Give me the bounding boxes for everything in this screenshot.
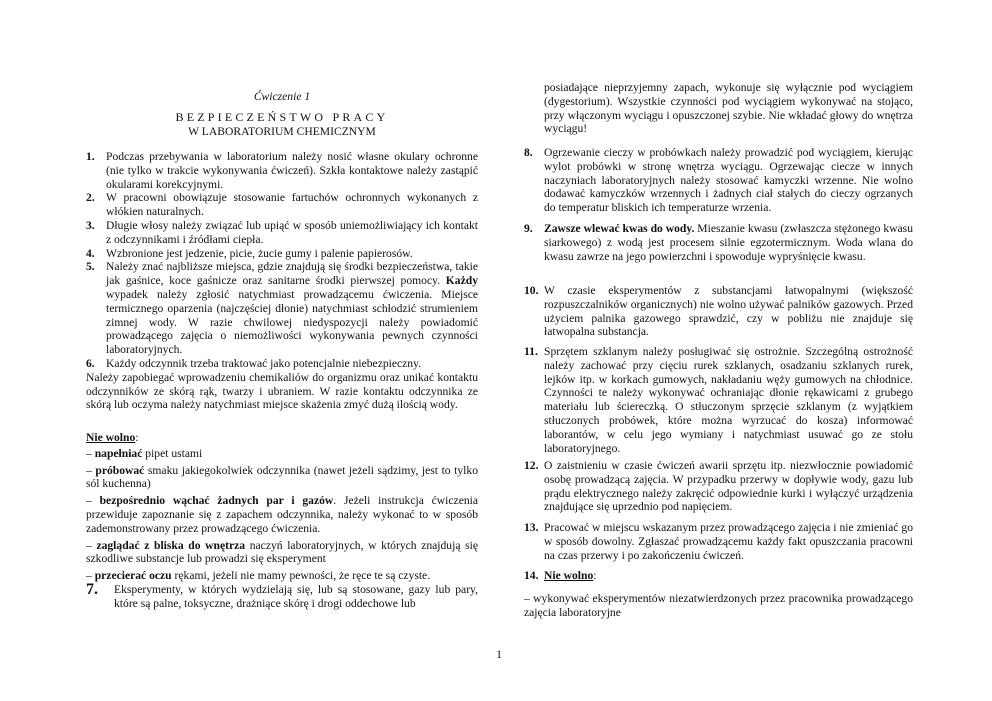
rule-dash: – [86, 494, 100, 508]
item-number: 7. [86, 581, 98, 598]
rule-rest: naczyń laboratoryjnych, w których znajdują się szkodliwe substancje lub prowadzi się eksperyment [86, 538, 478, 566]
list-item [524, 284, 913, 339]
item-number: 8. [524, 146, 533, 159]
rule-bold: bezpośrednio wąchać żadnych par i gazów [99, 494, 334, 508]
forbidden-rule [86, 569, 478, 583]
rule-dash: – [86, 538, 97, 552]
rules-list [86, 150, 478, 412]
forbidden-colon: : [135, 431, 139, 444]
item-number: 13. [524, 521, 539, 534]
item-text-part: Mieszanie kwasu (zwłaszcza stężonego kwasu siarkowego) z wodą jest procesem silnie egzotermicznym. Woda wlana do kwasu zawrze na jego powierzchni i spowoduje wypryśnięcie kwasu. [544, 222, 913, 263]
item-number: 12. [524, 459, 539, 472]
item-number: 2. [86, 191, 95, 205]
item-text [544, 222, 913, 263]
list-item [86, 191, 478, 219]
item-text-bold: Zawsze wlewać kwas do wody. [544, 222, 695, 235]
item-text: Eksperymenty, w których wydzielają się, lub są stosowane, gazy lub pary, które są palne, toksyczne, drażniące skórę i drogi oddechowe lub [114, 583, 478, 610]
item-text: W czasie eksperymentów z substancjami łatwopalnymi (większość rozpuszczalników organicznych) nie wolno używać palników gazowych. Przed użyciem palnika gazowego sprawdzić, czy w pobliżu nie znajduje się łatwopalna substancja. [544, 284, 913, 339]
item-text-part: wypadek należy zgłosić natychmiast prowadzącemu ćwiczenia. Miejsce termicznego oparzenia (najczęściej dłonie) natychmiast schłodzić strumieniem zimnej wody. W razie chwilowej niedyspozycji należy powiadomić prowadzącego zajęcia o niemożliwości wykonywania pewnych czynności laboratoryjnych. [106, 287, 478, 357]
rule-bold: zaglądać z bliska do wnętrza [96, 538, 246, 552]
contact-paragraph: Należy zapobiegać wprowadzeniu chemikaliów do organizmu oraz unikać kontaktu odczynników ze skórą rąk, twarzy i ubraniem. W razie kontaktu odczynnika ze skórą lub oczyma należy natychmiast miejsce skażenia zmyć dużą ilością wody. [86, 370, 478, 412]
rule-dash: – [86, 569, 95, 583]
forbidden-rule [86, 539, 478, 567]
item-text: – wykonywać eksperymentów niezatwierdzonych przez pracownika prowadzącego zajęcia laboratoryjne [524, 592, 913, 619]
item-text [106, 260, 478, 357]
list-item [524, 345, 913, 455]
item-number: 10. [524, 284, 539, 297]
document-subtitle: W LABORATORIUM CHEMICZNYM [188, 125, 376, 138]
forbidden-colon: : [593, 569, 597, 582]
item-number: 14. [524, 569, 539, 582]
rule-dash: – [86, 446, 95, 460]
item-text: Podczas przebywania w laboratorium należy nosić własne okulary ochronne (nie tylko w trakcie wykonywania ćwiczeń). Szkła kontaktowe należy zastąpić okularami korekcyjnymi. [106, 150, 478, 191]
item-number: 6. [86, 356, 95, 370]
forbidden-rule [86, 464, 478, 492]
item-text: Każdy odczynnik trzeba traktować jako potencjalnie niebezpieczny. [106, 356, 422, 370]
forbidden-rule [86, 447, 478, 461]
item-text: W pracowni obowiązuje stosowanie fartuchów ochronnych wykonanych z włókien naturalnych. [106, 191, 478, 219]
forbidden-heading [86, 431, 478, 445]
item-text-part: Należy znać najbliższe miejsca, gdzie znajdują się środki bezpieczeństwa, takie jak gaśnice, koce gaśnicze oraz sanitarne środki pierwszej pomocy. [106, 260, 478, 288]
list-item [86, 150, 478, 191]
item-number: 11. [524, 345, 538, 358]
list-item [524, 521, 913, 562]
forbidden-label: Nie wolno [544, 569, 594, 582]
rule-dash: – [86, 463, 96, 477]
item-number: 4. [86, 246, 95, 260]
item-text [544, 569, 913, 583]
rule-bold: próbować [95, 463, 145, 477]
item-text: Ogrzewanie cieczy w probówkach należy prowadzić pod wyciągiem, kierując wylot probówki w stronę wnętrza wyciągu. Ogrzewając ciecze w innych naczyniach laboratoryjnych należy stosować kamyczki wrzenne. Nie wolno dodawać kamyczków wrzennych i żadnych ciał stałych do cieczy ogrzanych do temperatur bliskich ich temperaturze wrzenia. [544, 146, 913, 215]
list-item [86, 260, 478, 357]
item-text: Sprzętem szklanym należy posługiwać się ostrożnie. Szczególną ostrożność należy zachować przy cięciu rurek szklanych, osadzaniu szklanych rurek, lejków itp. w korkach gumowych, nakładaniu węży gumowych na chłodnice. Czynności te należy wykonywać ochraniając dłonie rękawicami z grubego materiału lub ściereczką. O stłuczonym sprzęcie szklanym (z wyjątkiem stłuczonych probówek, które można wyrzucać do kosza) informować laborantów, w celu jego wymiany i natychmiast usuwać go ze stołu laboratoryjnego. [544, 345, 913, 455]
list-item [524, 459, 913, 514]
exercise-label: Ćwiczenie 1 [253, 90, 311, 103]
item-text: O zaistnieniu w czasie ćwiczeń awarii sprzętu itp. niezwłocznie powiadomić osobę prowadzącą zajęcia. W przypadku przerwy w dopływie wody, gazu lub prądu elektrycznego należy zakręcić odpowiednie kurki i wyłączyć urządzenia znajdujące się uprzednio pod napięciem. [544, 459, 913, 514]
list-item [86, 357, 478, 371]
list-item [524, 146, 913, 215]
list-item [86, 583, 478, 611]
item-number: 1. [86, 150, 95, 163]
list-item [524, 569, 913, 583]
forbidden-section [86, 431, 478, 583]
rule-rest: pipet ustami [142, 446, 203, 460]
item-text-bold: Każdy [445, 274, 478, 288]
rule-bold: przecierać oczu [94, 569, 172, 583]
rule-rest: smaku jakiegokolwiek odczynnika (nawet jeżeli sądzimy, jest to tylko sól kuchenna) [86, 463, 478, 491]
rule-rest: rękami, jeżeli nie mamy pewności, że ręce te są czyste. [171, 569, 431, 583]
indent-spacer [524, 81, 544, 136]
item-number: 5. [86, 260, 95, 274]
rule-rest: . Jeżeli instrukcja ćwiczenia przewiduje zapoznanie się z zapachem odczynnika, należy wykonać to w sposób zademonstrowany przez prowadzącego ćwiczenia. [86, 494, 478, 535]
item-text: Pracować w miejscu wskazanym przez prowadzącego zajęcia i nie zmieniać go w sposób dowolny. Zgłaszać prowadzącemu każdy fakt opuszczania pracowni na czas przerwy i po zakończeniu ćwiczeń. [544, 521, 913, 562]
forbidden-label: Nie wolno [86, 431, 136, 444]
continuation [524, 81, 913, 136]
list-item [86, 219, 478, 247]
item-number: 3. [86, 218, 95, 232]
item-number: 9. [524, 222, 533, 235]
list-item [524, 222, 913, 263]
document-title: BEZPIECZEŃSTWO PRACY [175, 110, 389, 124]
item-text: Wzbronione jest jedzenie, picie, żucie gumy i palenie papierosów. [106, 246, 413, 260]
list-item [86, 247, 478, 261]
item-text: posiadające nieprzyjemny zapach, wykonuje się wyłącznie pod wyciągiem (dygestorium). Wszystkie czynności pod wyciągiem wykonywać na stojąco, przy włączonym wyciągu i opuszczonej szybie. Nie wkładać głowy do wnętrza wyciągu! [544, 81, 913, 136]
item-7 [86, 583, 478, 611]
item-text: Długie włosy należy związać lub upiąć w sposób uniemożliwiający ich kontakt z odczynnikami i źródłami ciepła. [106, 218, 478, 246]
rule-bold: napełniać [94, 446, 143, 460]
forbidden-rule [524, 592, 913, 620]
forbidden-rule [86, 494, 478, 535]
page-number: 1 [496, 648, 502, 661]
